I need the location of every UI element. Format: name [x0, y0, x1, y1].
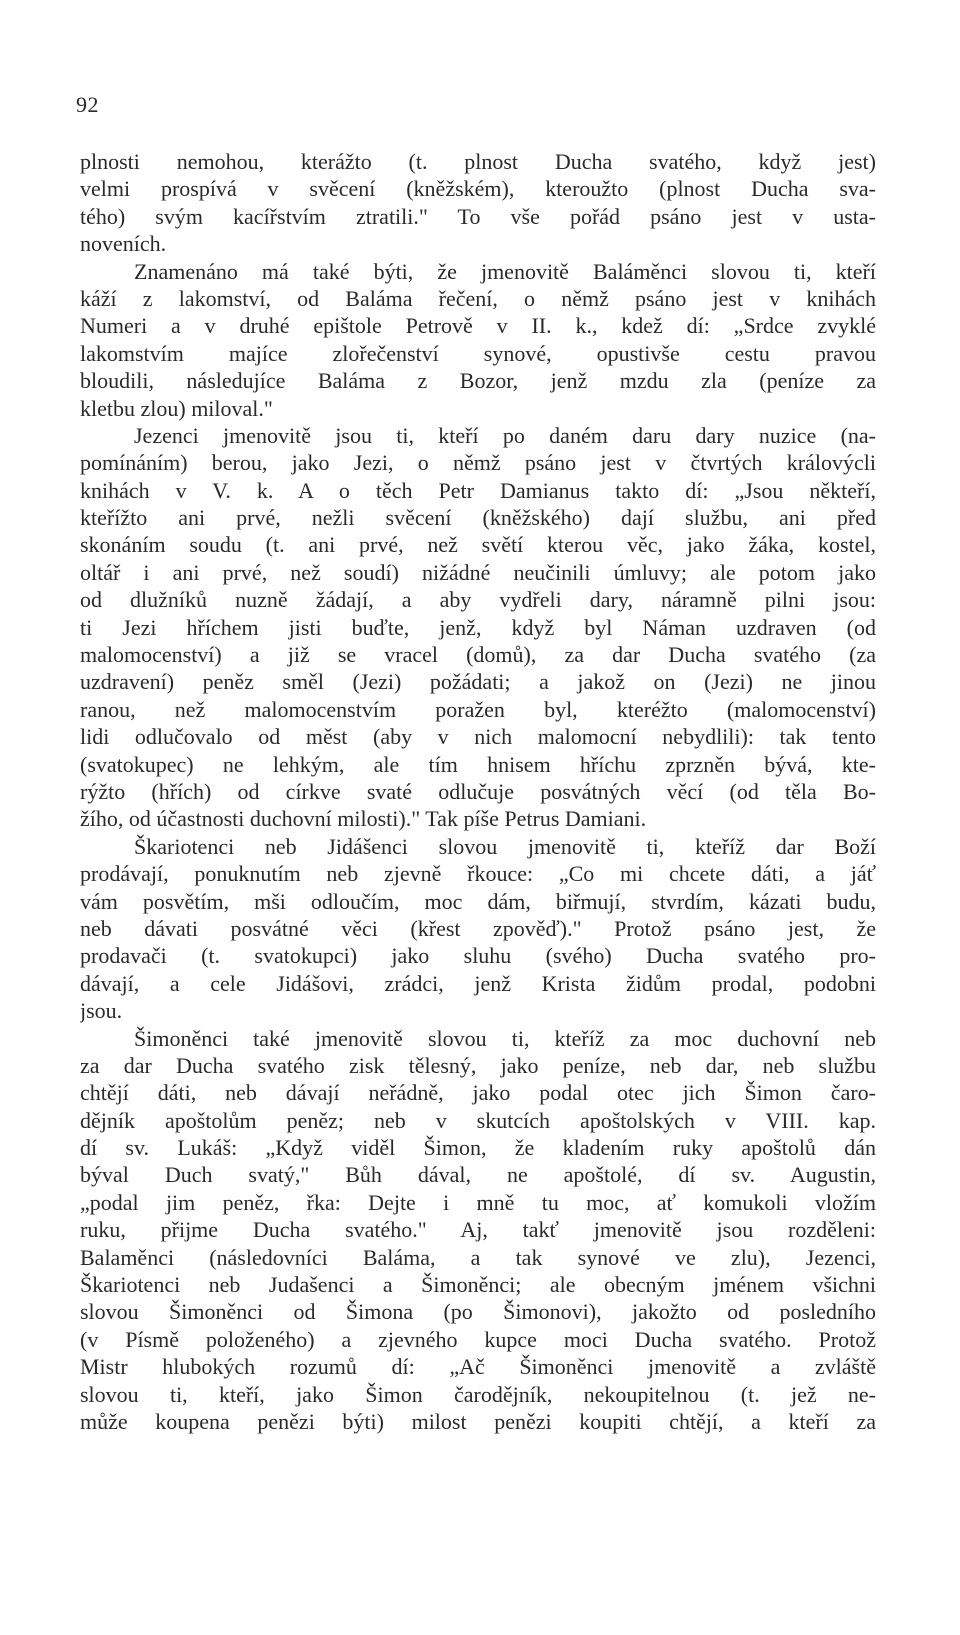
text-line: velmi prospívá v svěcení (kněžském), kteroužto (plnost Ducha sva- [80, 176, 876, 202]
text-line: lidi odlučovalo od měst (aby v nich malomocní nebydlili): tak tento [80, 724, 876, 750]
text-line: lakomstvím majíce zlořečenství synové, opustivše cestu pravou [80, 340, 876, 366]
text-line: vám posvětím, mši odloučím, moc dám, biřmují, stvrdím, kázati budu, [80, 888, 876, 914]
text-line: kletbu zlou) miloval." [80, 395, 273, 421]
text-line: slovou Šimoněnci od Šimona (po Šimonovi), jakožto od posledního [80, 1299, 876, 1325]
text-line: plnosti nemohou, kterážto (t. plnost Ducha svatého, když jest) [80, 149, 876, 174]
text-line: býval Duch svatý," Bůh dával, ne apoštolé, dí sv. Augustin, [80, 1162, 876, 1188]
text-line: bloudili, následujíce Baláma z Bozor, jenž mzdu zla (peníze za [80, 368, 876, 394]
text-line: oltář i ani prvé, než soudí) nižádné neučinili úmluvy; ale potom jako [80, 559, 876, 585]
text-line: (svatokupec) ne lehkým, ale tím hnisem hříchu zprzněn bývá, kte- [80, 751, 876, 777]
text-line: dávají, a cele Jidášovi, zrádci, jenž Krista židům prodal, podobni [80, 970, 876, 996]
text-line: prodávají, ponuknutím neb zjevně řkouce: „Co mi chcete dáti, a jáť [80, 861, 876, 887]
text-line: káží z lakomství, od Baláma řečení, o němž psáno jest v knihách [80, 285, 876, 311]
page-number: 92 [76, 92, 99, 117]
text-line: malomocenství) a již se vracel (domů), za dar Ducha svatého (za [80, 642, 876, 668]
text-line: Mistr hlubokých rozumů dí: „Ač Šimoněnci jmenovitě a zvláště [80, 1354, 876, 1380]
text-line: pomínáním) berou, jako Jezi, o němž psáno jest v čtvrtých královýcli [80, 450, 876, 476]
text-line: za dar Ducha svatého zisk tělesný, jako peníze, neb dar, neb službu [80, 1052, 876, 1078]
text-line: uzdravení) peněz směl (Jezi) požádati; a jakož on (Jezi) ne jinou [80, 669, 876, 695]
text-line: žího, od účastnosti duchovní milosti)." Tak píše Petrus Damiani. [80, 806, 647, 832]
text-line: ti Jezi hříchem jisti buďte, jenž, když byl Náman uzdraven (od [80, 614, 876, 640]
text-line: tého) svým kacířstvím ztratili." To vše pořád psáno jest v usta- [80, 203, 876, 229]
text-line: prodavači (t. svatokupci) jako sluhu (svého) Ducha svatého pro- [80, 943, 876, 969]
text-line: rýžto (hřích) od církve svaté odlučuje posvátných věcí (od těla Bo- [80, 778, 876, 804]
text-line: slovou ti, kteří, jako Šimon čarodějník, nekoupitelnou (t. jež ne- [80, 1381, 876, 1407]
text-line: jsou. [80, 998, 123, 1024]
text-line: od dlužníků nuzně žádají, a aby vydřeli dary, náramně pilni jsou: [80, 587, 876, 613]
text-line: neb dávati posvátné věci (křest zpověď)." Protož psáno jest, že [80, 915, 876, 941]
text-line: (v Písmě položeného) a zjevného kupce moci Ducha svatého. Protož [80, 1326, 876, 1352]
text-line: Škariotenci neb Jidášenci slovou jmenovitě ti, kteříž dar Boží [134, 833, 876, 859]
text-line: skonáním soudu (t. ani prvé, než světí kterou věc, jako žáka, kostel, [80, 532, 876, 558]
text-line: kteřížto ani prvé, nežli svěcení (kněžského) dají službu, ani před [80, 505, 876, 531]
text-line: noveních. [80, 231, 167, 257]
text-line: Škariotenci neb Judašenci a Šimoněnci; ale obecným jménem všichni [80, 1272, 876, 1298]
text-line: může koupena penězi býti) milost penězi koupiti chtějí, a kteří za [80, 1408, 876, 1434]
text-line: ranou, než malomocenstvím poražen byl, kteréžto (malomocenství) [80, 696, 876, 722]
text-line: Balaměnci (následovníci Baláma, a tak synové ve zlu), Jezenci, [80, 1244, 876, 1270]
text-line: Šimoněnci také jmenovitě slovou ti, kteříž za moc duchovní neb [134, 1025, 876, 1051]
text-line: knihách v V. k. A o těch Petr Damianus takto dí: „Jsou někteří, [80, 477, 876, 503]
text-line: Numeri a v druhé epištole Petrově v II. k., kdež dí: „Srdce zvyklé [80, 313, 876, 339]
text-line: dějník apoštolům peněz; neb v skutcích apoštolských v VIII. kap. [80, 1107, 876, 1133]
text-line: Znamenáno má také býti, že jmenovitě Baláměnci slovou ti, kteří [134, 258, 876, 284]
text-line: ruku, přijme Ducha svatého." Aj, takť jmenovitě jsou rozděleni: [80, 1217, 876, 1243]
text-line: dí sv. Lukáš: „Když viděl Šimon, že kladením ruky apoštolů dán [80, 1135, 876, 1161]
text-line: Jezenci jmenovitě jsou ti, kteří po daném daru dary nuzice (na- [134, 422, 876, 448]
text-line: „podal jim peněz, řka: Dejte i mně tu moc, ať komukoli vložím [80, 1189, 876, 1215]
body-text [80, 148, 876, 1435]
text-line: chtějí dáti, neb dávají neřádně, jako podal otec jich Šimon čaro- [80, 1080, 876, 1106]
